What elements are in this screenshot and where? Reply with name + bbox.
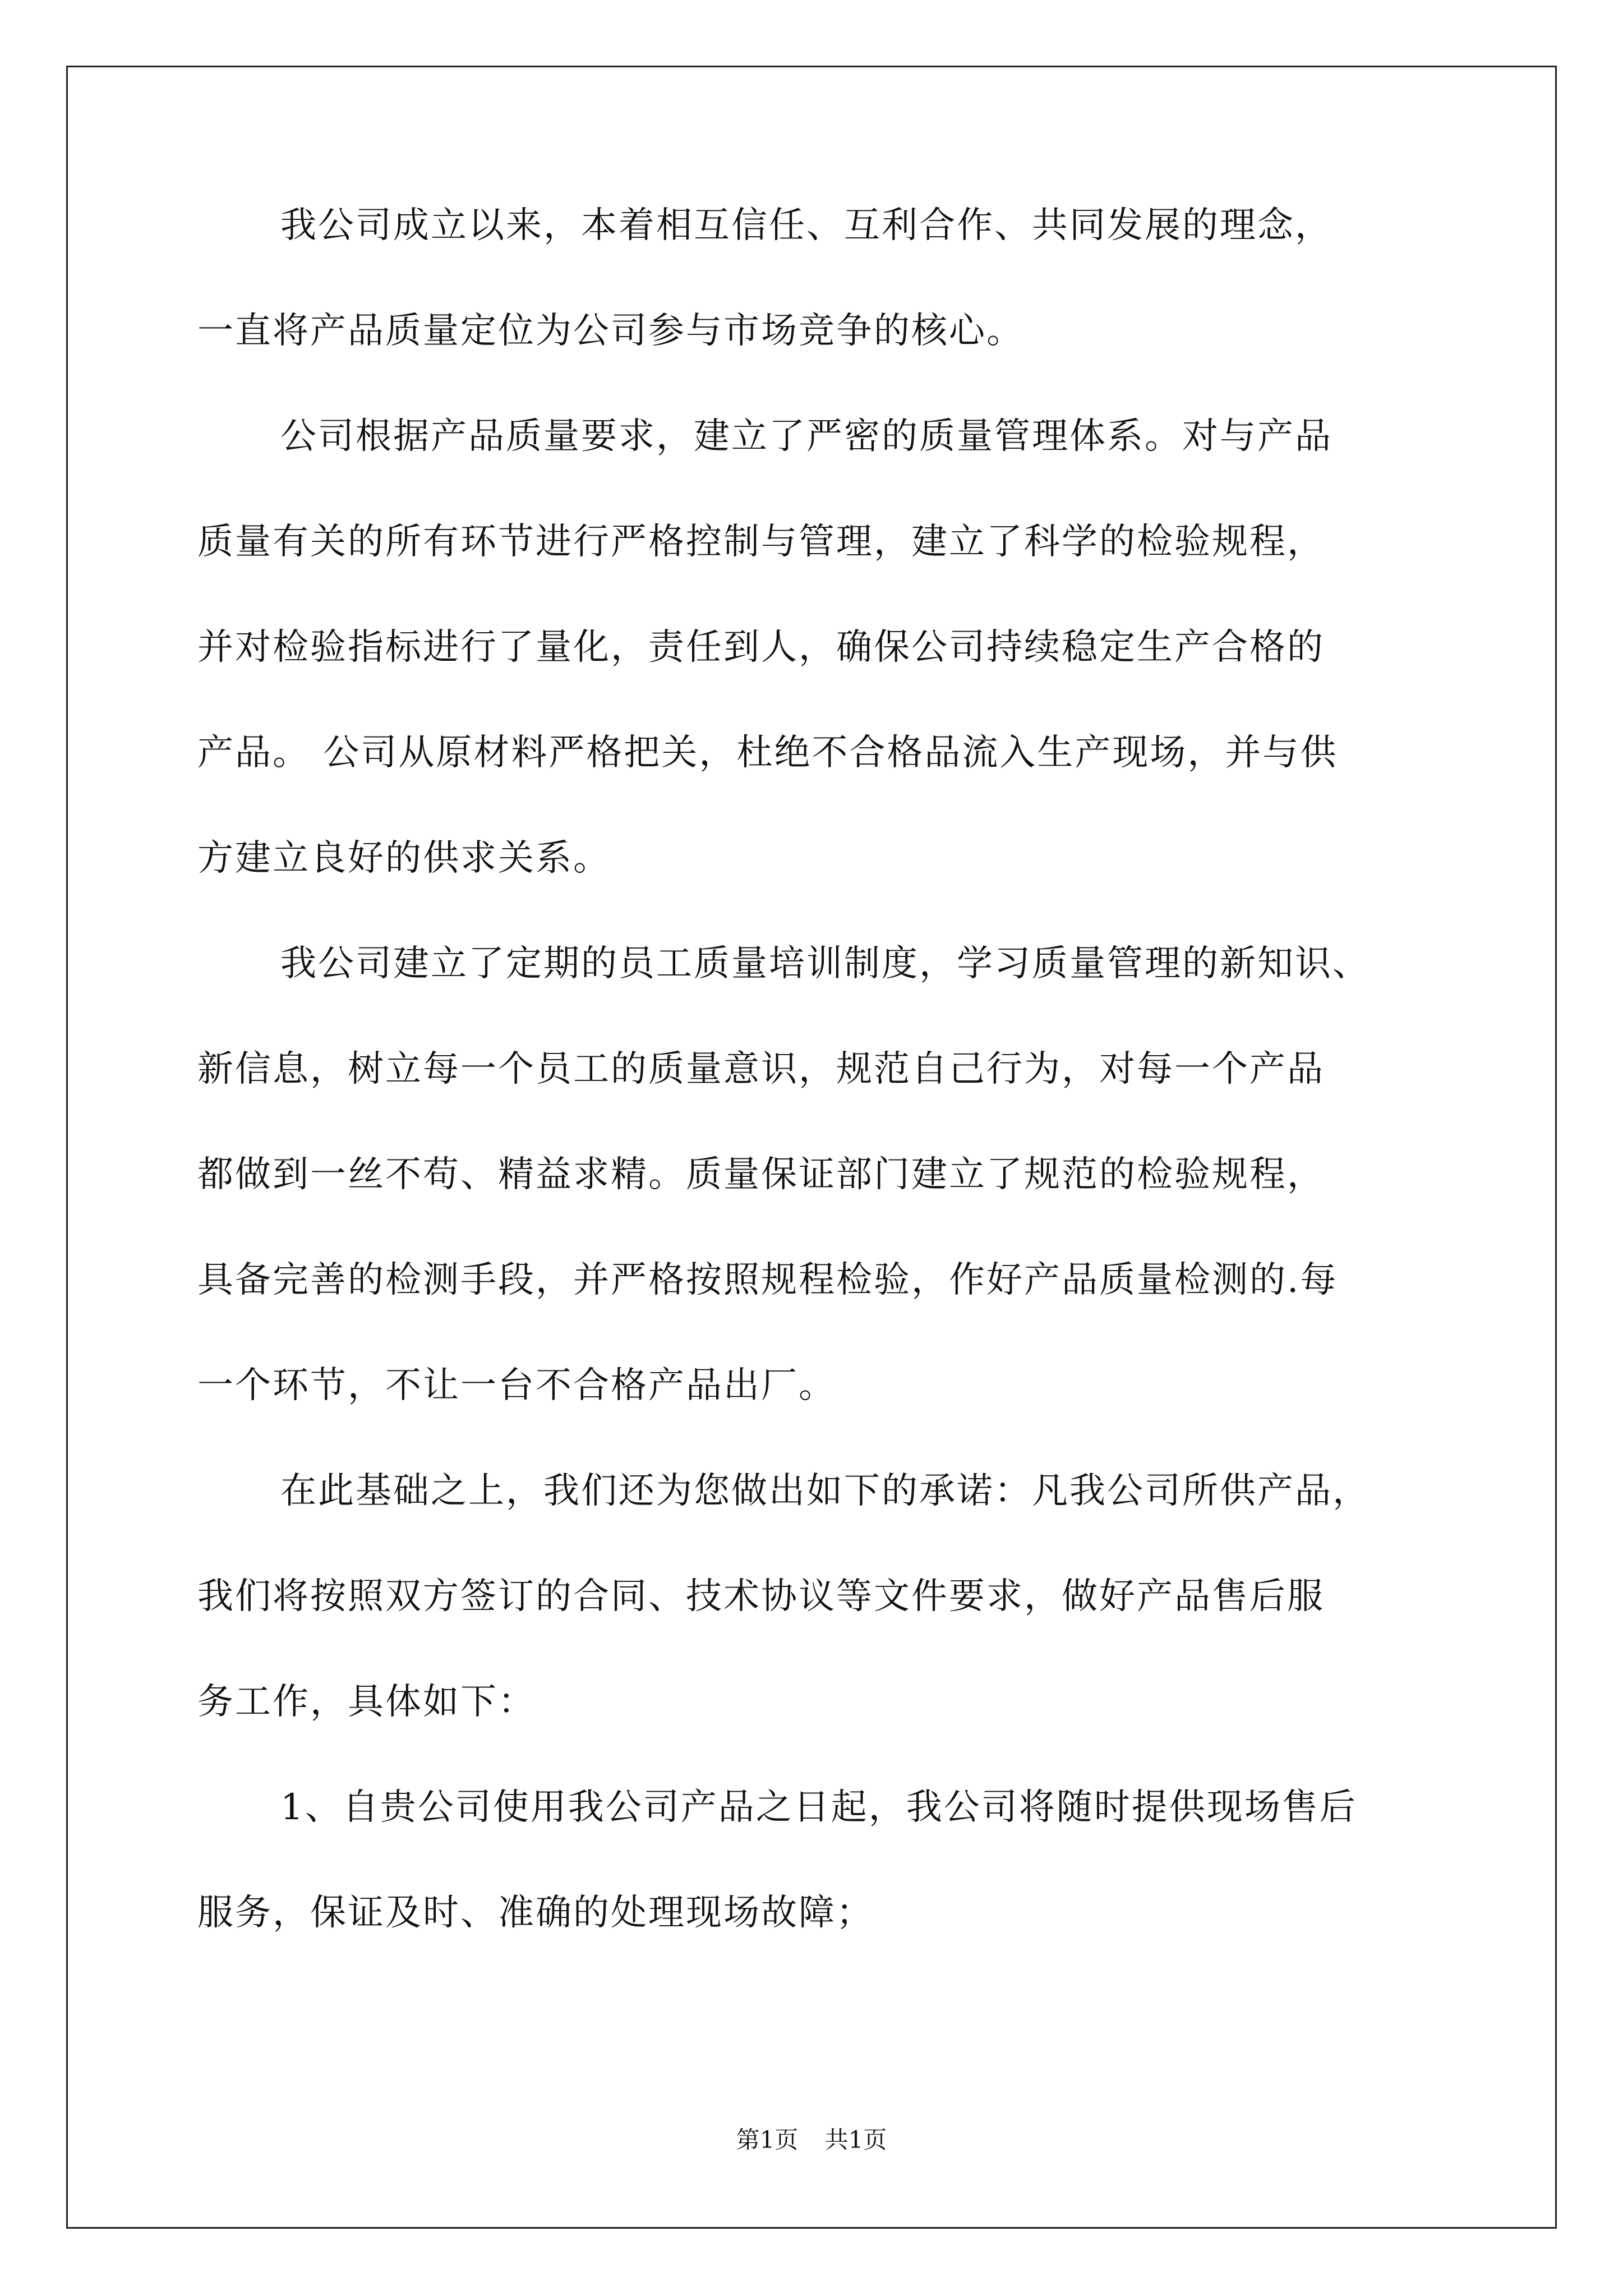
paragraph-line: 并对检验指标进行了量化，责任到人，确保公司持续稳定生产合格的	[197, 627, 1325, 668]
paragraph-line: 1、自贵公司使用我公司产品之日起，我公司将随时提供现场售后	[280, 1787, 1357, 1828]
paragraph-line: 方建立良好的供求关系。	[197, 838, 611, 879]
paragraph-line: 服务，保证及时、准确的处理现场故障；	[197, 1892, 874, 1934]
paragraph-line: 新信息，树立每一个员工的质量意识，规范自己行为，对每一个产品	[197, 1048, 1325, 1090]
paragraph-line: 一直将产品质量定位为公司参与市场竞争的核心。	[197, 310, 1024, 352]
paragraph-line: 在此基础之上，我们还为您做出如下的承诺：凡我公司所供产品，	[280, 1470, 1370, 1512]
paragraph-line: 都做到一丝不苟、精益求精。质量保证部门建立了规范的检验规程，	[197, 1154, 1325, 1195]
paragraph-line: 具备完善的检测手段，并严格按照规程检验，作好产品质量检测的.每	[197, 1259, 1338, 1301]
paragraph-line: 产品。 公司从原材料严格把关，杜绝不合格品流入生产现场，并与供	[197, 732, 1338, 774]
paragraph-line: 一个环节，不让一台不合格产品出厂。	[197, 1365, 836, 1406]
page-footer	[0, 2126, 1623, 2154]
paragraph-line: 务工作，具体如下：	[197, 1681, 536, 1723]
paragraph-line: 公司根据产品质量要求，建立了严密的质量管理体系。对与产品	[280, 416, 1332, 457]
page-number: 第1页	[736, 2126, 799, 2154]
page-total: 共1页	[824, 2126, 887, 2154]
paragraph-line: 我公司建立了定期的员工质量培训制度，学习质量管理的新知识、	[280, 943, 1370, 984]
paragraph-line: 我们将按照双方签订的合同、技术协议等文件要求，做好产品售后服	[197, 1576, 1325, 1617]
paragraph-line: 我公司成立以来，本着相互信任、互利合作、共同发展的理念，	[280, 205, 1332, 246]
paragraph-line: 质量有关的所有环节进行严格控制与管理，建立了科学的检验规程，	[197, 521, 1325, 563]
document-body	[197, 202, 1431, 1936]
